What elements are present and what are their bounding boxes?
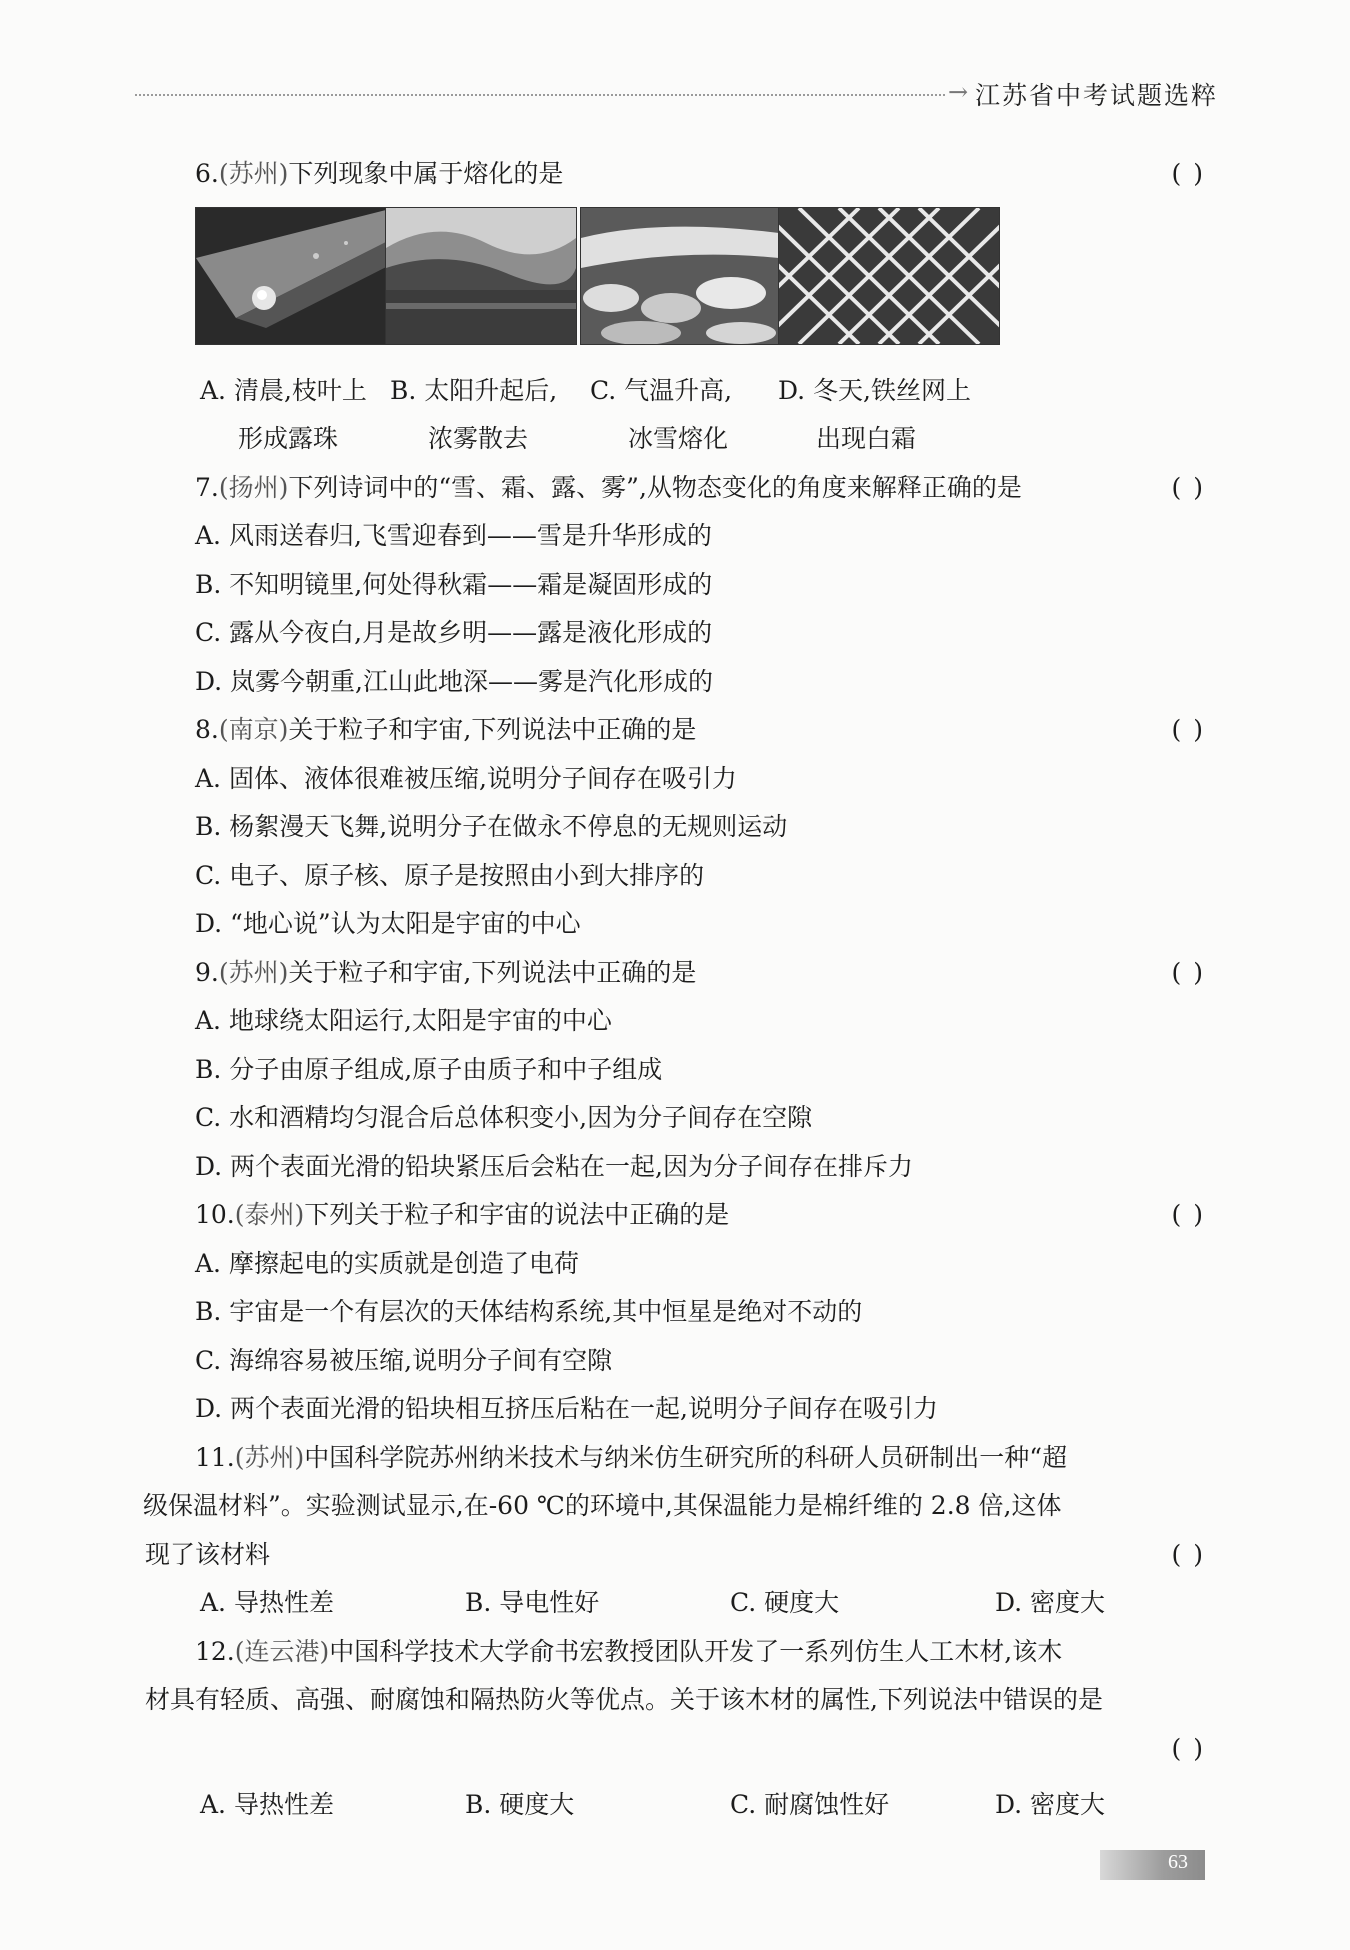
- option-b: B. 导电性好: [465, 1588, 600, 1617]
- frosted-wire-mesh-photo: [778, 207, 1000, 345]
- question-list: [145, 150, 1205, 1830]
- question-source: (扬州): [218, 472, 289, 502]
- misty-lake-photo: [385, 207, 577, 345]
- running-header-title: 江苏省中考试题选粹: [975, 81, 1219, 110]
- answer-bracket: ( ): [1171, 1539, 1205, 1569]
- question-text: 关于粒子和宇宙,下列说法中正确的是: [288, 957, 697, 987]
- option-b: B. 不知明镜里,何处得秋霜——霜是凝固形成的: [195, 569, 713, 599]
- question-11-stem-line2: 级保温材料”。实验测试显示,在-60 ℃的环境中,其保温能力是棉纤维的 2.8 倍,这体: [143, 1491, 1062, 1520]
- question-12-options: [145, 1781, 1205, 1830]
- option-line: 浓雾散去: [428, 424, 529, 453]
- option-b: B. 硬度大: [465, 1790, 575, 1819]
- option-c: C. 水和酒精均匀混合后总体积变小,因为分子间存在空隙: [195, 1103, 813, 1132]
- question-source: (南京): [218, 715, 289, 744]
- question-6-images: [195, 207, 1205, 367]
- option-c: C. 电子、原子核、原子是按照由小到大排序的: [195, 860, 705, 890]
- option-b: [390, 367, 557, 464]
- option-line: 冰雪熔化: [628, 424, 729, 453]
- answer-bracket: ( ): [1171, 1200, 1205, 1229]
- leaf-dewdrop-photo: [195, 207, 395, 345]
- question-12-stem: [145, 1628, 1205, 1677]
- option-a: A. 固体、液体很难被压缩,说明分子间存在吸引力: [195, 763, 737, 793]
- header-dotted-rule: [135, 94, 945, 96]
- option-line: C. 气温升高,: [590, 375, 733, 405]
- option-c: C. 硬度大: [730, 1588, 840, 1617]
- question-number: 7.: [195, 472, 219, 502]
- option-a: A. 地球绕太阳运行,太阳是宇宙的中心: [195, 1006, 612, 1035]
- option-c: C. 露从今夜白,月是故乡明——露是液化形成的: [195, 618, 713, 647]
- answer-bracket: ( ): [1171, 1733, 1205, 1763]
- option-d: D. 岚雾今朝重,江山此地深——雾是汽化形成的: [195, 666, 713, 696]
- option-a: A. 导热性差: [200, 1790, 334, 1819]
- option-line: D. 冬天,铁丝网上: [778, 375, 971, 405]
- question-number: 11.: [195, 1442, 235, 1472]
- option-d: D. 密度大: [995, 1588, 1106, 1617]
- question-text: 下列现象中属于熔化的是: [288, 159, 564, 188]
- question-9-stem: [145, 949, 1205, 998]
- question-8-stem: [145, 706, 1205, 755]
- option-line: 形成露珠: [238, 424, 339, 453]
- question-11-stem: [145, 1434, 1205, 1483]
- melting-snow-stream-photo: [580, 207, 780, 345]
- option-d: D. “地心说”认为太阳是宇宙的中心: [195, 909, 581, 938]
- option-line: B. 太阳升起后,: [390, 375, 558, 405]
- option-c: C. 海绵容易被压缩,说明分子间有空隙: [195, 1345, 613, 1375]
- answer-bracket: ( ): [1171, 159, 1205, 188]
- option-d: [778, 367, 971, 464]
- question-text: 现了该材料: [145, 1539, 271, 1569]
- option-line: A. 清晨,枝叶上: [200, 375, 367, 405]
- option-b: B. 杨絮漫天飞舞,说明分子在做永不停息的无规则运动: [195, 812, 788, 841]
- question-number: 6.: [195, 159, 219, 188]
- question-number: 8.: [195, 715, 219, 744]
- question-source: (苏州): [234, 1442, 305, 1472]
- question-text: 关于粒子和宇宙,下列说法中正确的是: [288, 715, 697, 744]
- question-source: (连云港): [234, 1636, 330, 1666]
- answer-bracket: ( ): [1171, 715, 1205, 744]
- question-6-stem: [145, 150, 1205, 199]
- option-c: [590, 367, 732, 464]
- question-number: 9.: [195, 957, 219, 987]
- question-12-bracket-line: [145, 1725, 1205, 1774]
- option-d: D. 两个表面光滑的铅块紧压后会粘在一起,因为分子间存在排斥力: [195, 1151, 913, 1181]
- question-source: (苏州): [218, 957, 289, 987]
- question-number: 10.: [195, 1200, 235, 1229]
- option-a: A. 风雨送春归,飞雪迎春到——雪是升华形成的: [195, 521, 712, 550]
- question-12-stem-line2: 材具有轻质、高强、耐腐蚀和隔热防火等优点。关于该木材的属性,下列说法中错误的是: [145, 1685, 1103, 1714]
- page-number-tab: [1100, 1850, 1205, 1880]
- question-10-stem: [145, 1191, 1205, 1240]
- option-c: C. 耐腐蚀性好: [730, 1790, 890, 1819]
- question-11-stem-line3: [145, 1531, 1205, 1580]
- question-11-options: [145, 1579, 1205, 1628]
- question-text: 下列诗词中的“雪、霜、露、雾”,从物态变化的角度来解释正确的是: [288, 472, 1022, 502]
- answer-bracket: ( ): [1171, 957, 1205, 987]
- option-line: 出现白霜: [816, 424, 917, 453]
- option-d: D. 两个表面光滑的铅块相互挤压后粘在一起,说明分子间存在吸引力: [195, 1394, 938, 1423]
- question-text: 下列关于粒子和宇宙的说法中正确的是: [304, 1200, 730, 1229]
- option-d: D. 密度大: [995, 1790, 1106, 1819]
- header-arrow-icon: →: [948, 78, 969, 106]
- option-a: [200, 367, 367, 464]
- option-a: A. 摩擦起电的实质就是创造了电荷: [195, 1248, 579, 1278]
- page-number: 63: [1168, 1851, 1188, 1873]
- option-b: B. 宇宙是一个有层次的天体结构系统,其中恒星是绝对不动的: [195, 1297, 863, 1326]
- option-b: B. 分子由原子组成,原子由质子和中子组成: [195, 1054, 663, 1084]
- question-text: 中国科学技术大学俞书宏教授团队开发了一系列仿生人工木材,该木: [329, 1636, 1063, 1666]
- question-number: 12.: [195, 1636, 235, 1666]
- answer-bracket: ( ): [1171, 472, 1205, 502]
- question-7-stem: [145, 464, 1205, 513]
- option-a: A. 导热性差: [200, 1588, 334, 1617]
- question-6-options: [200, 367, 1205, 464]
- question-text: 中国科学院苏州纳米技术与纳米仿生研究所的科研人员研制出一种“超: [304, 1442, 1068, 1472]
- question-source: (泰州): [234, 1200, 305, 1229]
- question-source: (苏州): [218, 159, 289, 188]
